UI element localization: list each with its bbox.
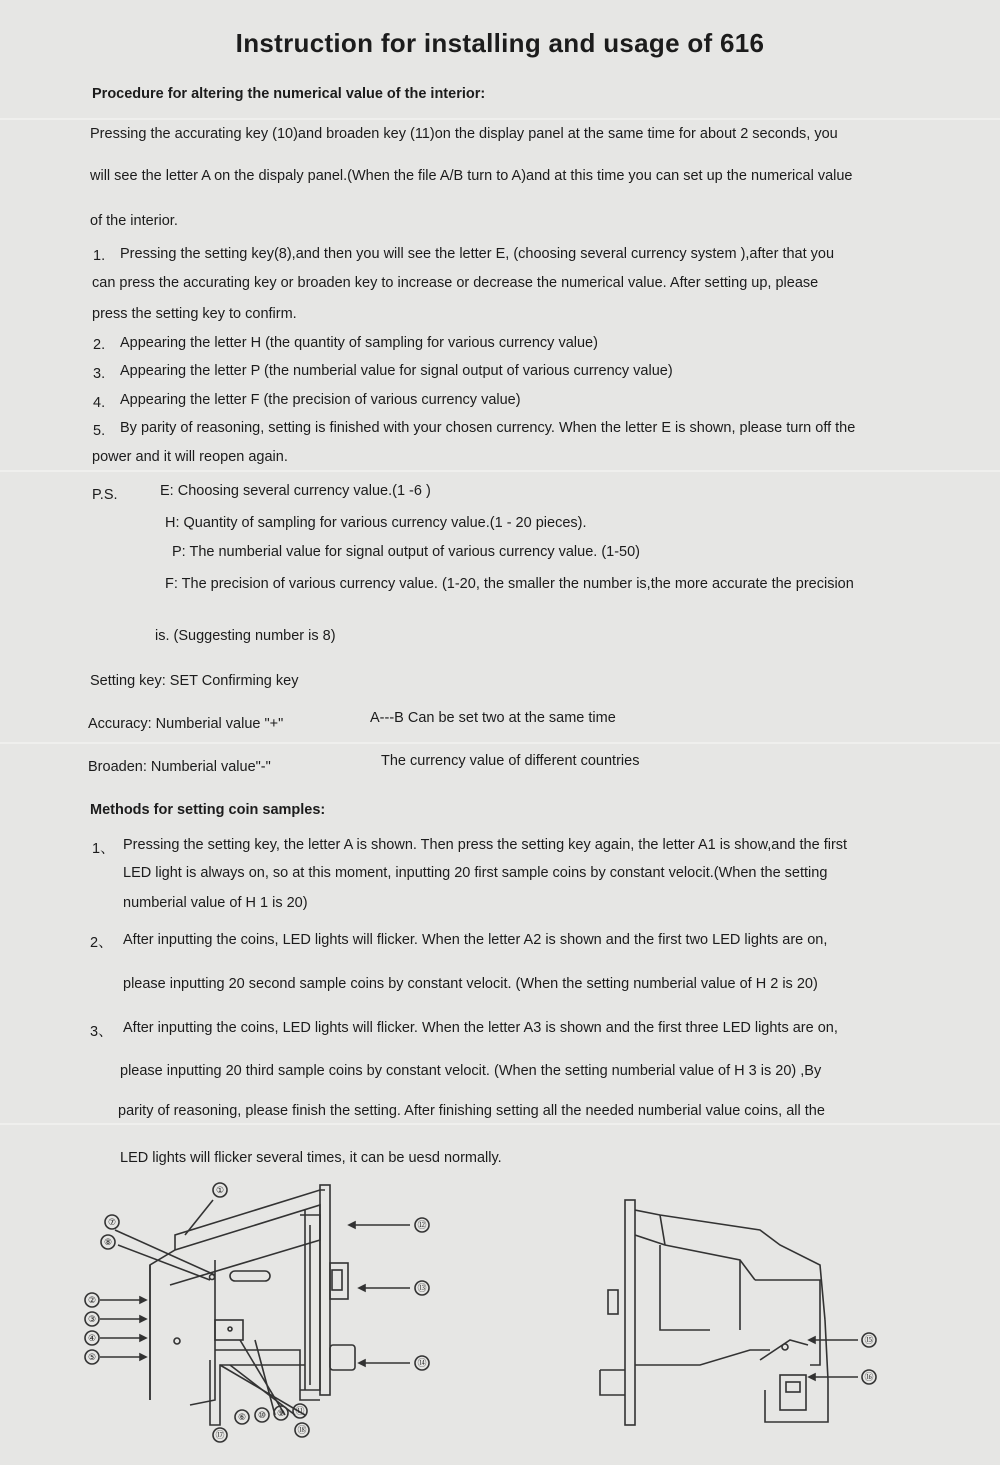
callout-13: ⑬ (417, 1284, 427, 1294)
step-line: can press the accurating key or broaden key to increase or decrease the numerical value. After setting up, please (92, 275, 819, 291)
ps-item: is. (Suggesting number is 8) (155, 628, 336, 644)
step-number: 4. (93, 395, 106, 411)
step-number: 1. (93, 248, 106, 264)
accuracy-line: Accuracy: Numberial value "+" (88, 716, 284, 732)
intro-line: will see the letter A on the dispaly panel.(When the file A/B turn to A)and at this time you can set up the numerical value (90, 168, 853, 184)
step-line: Pressing the setting key(8),and then you will see the letter E, (choosing several currency system ),after that you (120, 246, 835, 262)
step-number: 5. (93, 423, 106, 439)
callout-18: ⑱ (297, 1426, 307, 1436)
currency-line: The currency value of different countries (381, 753, 640, 769)
intro-line: of the interior. (90, 213, 178, 229)
step-line: Appearing the letter H (the quantity of sampling for various currency value) (120, 335, 598, 351)
page-title: Instruction for installing and usage of 616 (235, 28, 765, 58)
step-line: LED light is always on, so at this moment, inputting 20 first sample coins by constant velocit.(When the setting (123, 865, 828, 881)
paper-fold (0, 742, 1000, 744)
ab-line: A---B Can be set two at the same time (370, 710, 616, 726)
section-heading-coin-samples: Methods for setting coin samples: (90, 802, 326, 818)
callout-6: ⑥ (237, 1413, 247, 1423)
step-line: By parity of reasoning, setting is finished with your chosen currency. When the letter E is shown, please turn off the (120, 420, 856, 436)
callout-9: ⑨ (276, 1409, 286, 1419)
ps-item: P: The numberial value for signal output of various currency value. (1-50) (172, 544, 641, 560)
callout-5: ⑤ (87, 1353, 97, 1363)
callout-1: ① (215, 1186, 225, 1196)
callout-11: ⑪ (295, 1407, 305, 1417)
ps-item: F: The precision of various currency value. (1-20, the smaller the number is,the more accurate the precision (165, 576, 854, 592)
ps-item: H: Quantity of sampling for various currency value.(1 - 20 pieces). (165, 515, 587, 531)
callout-2: ② (87, 1296, 97, 1306)
paper-fold (0, 1123, 1000, 1125)
ps-item: E: Choosing several currency value.(1 -6 ) (160, 483, 431, 499)
callout-16: ⑯ (864, 1373, 874, 1383)
paper-fold (0, 470, 1000, 472)
step-line: After inputting the coins, LED lights will flicker. When the letter A2 is shown and the first two LED lights are on, (123, 932, 828, 948)
intro-line: Pressing the accurating key (10)and broaden key (11)on the display panel at the same time for about 2 seconds, you (90, 126, 838, 142)
step-line: parity of reasoning, please finish the setting. After finishing setting all the needed numberial value coins, all the (118, 1103, 825, 1119)
callout-14: ⑭ (417, 1359, 427, 1369)
step-line: Appearing the letter F (the precision of various currency value) (120, 392, 521, 408)
callout-4: ④ (87, 1334, 97, 1344)
step-line: please inputting 20 third sample coins by constant velocit. (When the setting numberial value of H 3 is 20) ,By (120, 1063, 822, 1079)
callout-15: ⑮ (864, 1336, 874, 1346)
callout-12: ⑫ (417, 1221, 427, 1231)
step-line: numberial value of H 1 is 20) (123, 895, 308, 911)
step-line: Appearing the letter P (the numberial value for signal output of various currency value) (120, 363, 673, 379)
callout-3: ③ (87, 1315, 97, 1325)
step-number: 2、 (90, 935, 113, 951)
coin-acceptor-diagram-front (80, 1175, 460, 1455)
coin-acceptor-diagram-side (580, 1190, 900, 1440)
step-line: After inputting the coins, LED lights will flicker. When the letter A3 is shown and the first three LED lights are on, (123, 1020, 838, 1036)
step-line: power and it will reopen again. (92, 449, 288, 465)
step-line: please inputting 20 second sample coins by constant velocit. (When the setting numberial value of H 2 is 20) (123, 976, 818, 992)
callout-10: ⑩ (257, 1411, 267, 1421)
step-line: press the setting key to confirm. (92, 306, 297, 322)
paper-fold (0, 118, 1000, 120)
callout-7: ⑦ (107, 1218, 117, 1228)
step-line: Pressing the setting key, the letter A is shown. Then press the setting key again, the letter A1 is show,and the first (123, 837, 848, 853)
step-number: 2. (93, 337, 106, 353)
ps-label: P.S. (92, 487, 118, 503)
callout-17: ⑰ (215, 1431, 225, 1441)
step-line: LED lights will flicker several times, it can be uesd normally. (120, 1150, 502, 1166)
section-heading-interior: Procedure for altering the numerical value of the interior: (92, 86, 486, 102)
setting-key-line: Setting key: SET Confirming key (90, 673, 299, 689)
callout-8: ⑧ (103, 1238, 113, 1248)
broaden-line: Broaden: Numberial value"-" (88, 759, 271, 775)
step-number: 3. (93, 366, 106, 382)
step-number: 3、 (90, 1024, 113, 1040)
step-number: 1、 (92, 841, 115, 857)
